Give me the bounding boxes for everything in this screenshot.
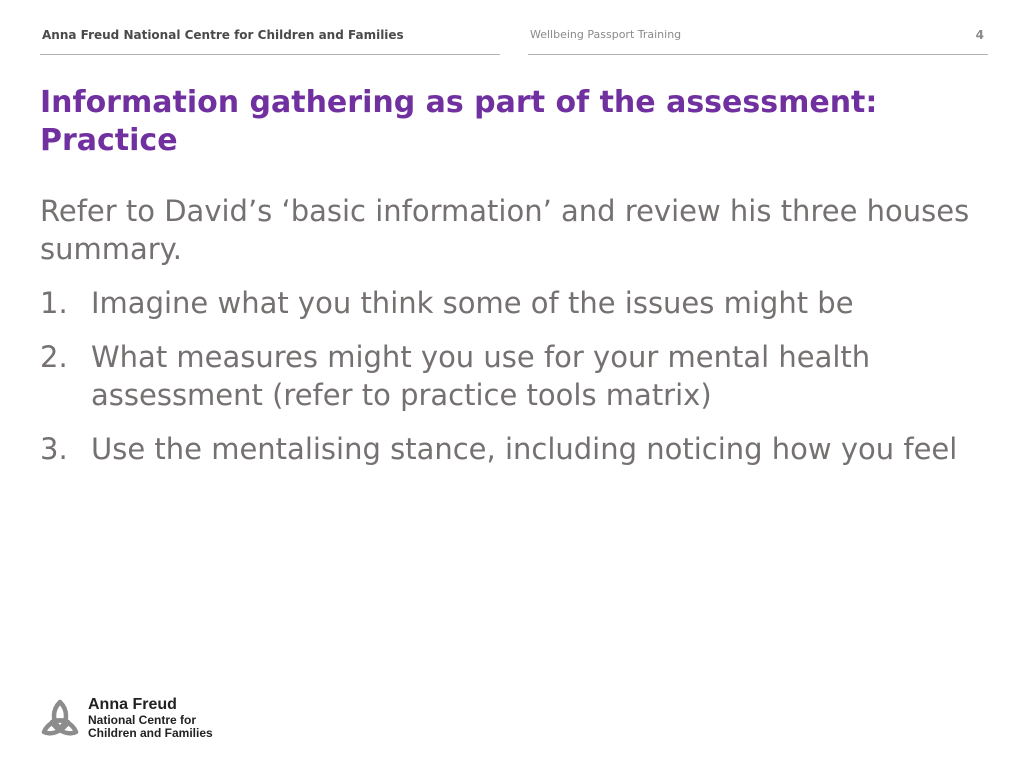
logo-line-2: National Centre for: [88, 713, 197, 727]
page-number: 4: [975, 28, 984, 42]
slide-title-line2: Practice: [40, 123, 178, 158]
slide-title: [40, 84, 980, 160]
list-item: [40, 284, 980, 322]
list-item-number: 1.: [40, 286, 68, 320]
header-course-title: Wellbeing Passport Training: [530, 28, 682, 41]
intro-text: Refer to David’s ‘basic information’ and review his three houses summary.: [40, 194, 970, 266]
list-item-text: What measures might you use for your mental health assessment (refer to practice tools matrix): [91, 340, 871, 412]
list-item-text: Use the mentalising stance, including noticing how you feel: [91, 432, 958, 466]
logo-line-1: Anna Freud: [88, 696, 177, 713]
anna-freud-knot-icon: [38, 698, 82, 742]
anna-freud-logo: [38, 696, 228, 744]
header-organization: Anna Freud National Centre for Children and Families: [42, 28, 404, 42]
list-item-text: Imagine what you think some of the issues might be: [91, 286, 854, 320]
steps-list: [40, 284, 980, 484]
logo-wordmark: [88, 696, 213, 740]
slide-title-line1: Information gathering as part of the assessment:: [40, 85, 878, 120]
list-item-number: 2.: [40, 340, 68, 374]
list-item: [40, 430, 980, 468]
header-divider-left: [40, 54, 500, 55]
list-item-number: 3.: [40, 432, 68, 466]
logo-line-3: Children and Families: [88, 726, 213, 740]
list-item: [40, 338, 980, 414]
header-divider-right: [528, 54, 988, 55]
